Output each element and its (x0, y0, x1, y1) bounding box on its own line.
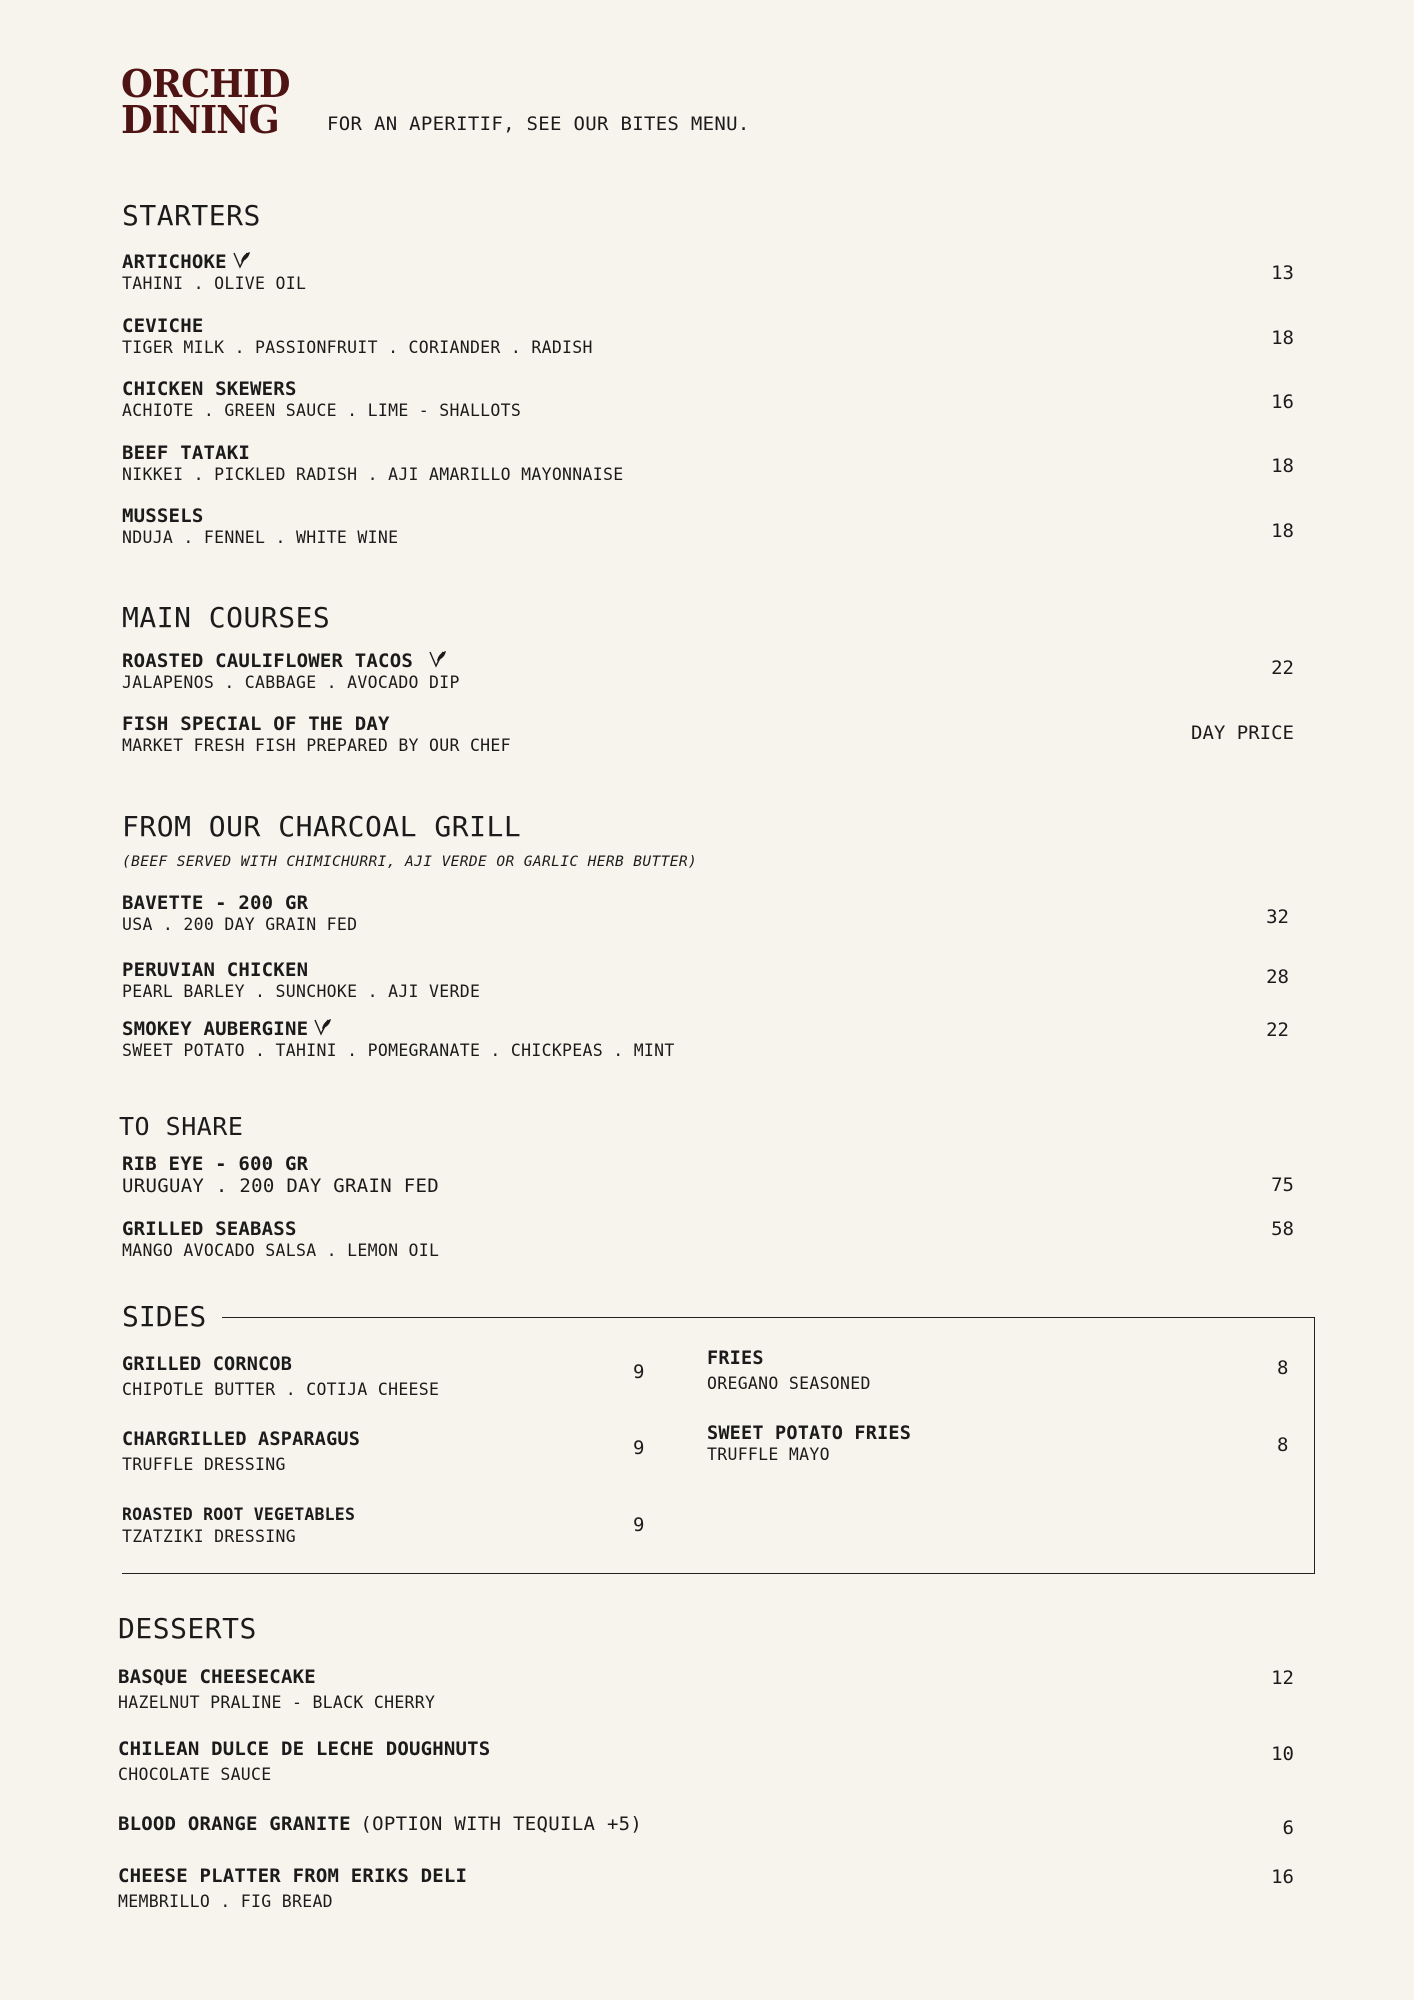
item-name: ROASTED ROOT VEGETABLES (122, 1505, 356, 1524)
item-name: PERUVIAN CHICKEN (122, 959, 309, 981)
item-description: OREGANO SEASONED (707, 1374, 871, 1393)
to-share-title: TO SHARE (119, 1112, 244, 1141)
item-name: ROASTED CAULIFLOWER TACOS (122, 650, 413, 672)
menu-item (122, 1017, 1294, 1061)
grill-note: (BEEF SERVED WITH CHIMICHURRI, AJI VERDE OR GARLIC HERB BUTTER) (122, 854, 698, 870)
leaf-icon (312, 1017, 332, 1037)
item-description: USA . 200 DAY GRAIN FED (122, 915, 358, 934)
item-price: 28 (1266, 966, 1289, 988)
item-price: 10 (1271, 1743, 1294, 1765)
item-name: BEEF TATAKI (122, 442, 251, 464)
item-price: 58 (1271, 1218, 1294, 1240)
item-name: RIB EYE - 600 GR (122, 1153, 309, 1175)
logo-line-2: DINING (121, 97, 279, 142)
side-item (707, 1348, 871, 1394)
item-name: FRIES (707, 1348, 764, 1369)
item-description: HAZELNUT PRALINE - BLACK CHERRY (118, 1693, 436, 1712)
sides-title: SIDES (122, 1300, 222, 1334)
item-name: CHICKEN SKEWERS (122, 378, 297, 400)
item-price: 22 (1266, 1019, 1289, 1041)
item-price: 9 (633, 1361, 645, 1383)
menu-item (122, 892, 1294, 935)
menu-item (122, 442, 1294, 485)
item-description: PEARL BARLEY . SUNCHOKE . AJI VERDE (122, 982, 481, 1001)
item-description: TZATZIKI DRESSING (122, 1527, 296, 1546)
item-price: 18 (1271, 327, 1294, 349)
item-description: MANGO AVOCADO SALSA . LEMON OIL (122, 1241, 440, 1260)
item-price: 8 (1277, 1434, 1289, 1456)
item-description: NDUJA . FENNEL . WHITE WINE (122, 528, 399, 547)
item-name: FISH SPECIAL OF THE DAY (122, 713, 390, 735)
item-name: BASQUE CHEESECAKE (118, 1666, 316, 1688)
item-name: SMOKEY AUBERGINE (122, 1018, 309, 1040)
desserts-title: DESSERTS (118, 1612, 257, 1645)
item-description: MARKET FRESH FISH PREPARED BY OUR CHEF (122, 736, 511, 755)
item-description: SWEET POTATO . TAHINI . POMEGRANATE . CHICKPEAS . MINT (122, 1041, 675, 1060)
item-name: CEVICHE (122, 315, 204, 337)
item-description: MEMBRILLO . FIG BREAD (118, 1892, 333, 1911)
item-price: 13 (1271, 262, 1294, 284)
menu-item (118, 1738, 1294, 1785)
side-item (122, 1429, 360, 1475)
menu-item (122, 959, 1294, 1002)
menu-item (118, 1666, 1294, 1713)
menu-item (118, 1813, 1294, 1839)
item-name: SWEET POTATO FRIES (707, 1423, 912, 1444)
item-price: 9 (633, 1514, 645, 1536)
side-item (122, 1354, 439, 1400)
leaf-icon (231, 250, 251, 270)
item-price: 18 (1271, 520, 1294, 542)
aperitif-note: FOR AN APERITIF, SEE OUR BITES MENU. (327, 113, 750, 135)
item-price: 16 (1271, 391, 1294, 413)
menu-item (122, 505, 1294, 548)
menu-item (122, 378, 1294, 421)
item-name: MUSSELS (122, 505, 204, 527)
side-item (707, 1423, 911, 1465)
item-name: GRILLED SEABASS (122, 1218, 297, 1240)
menu-item (122, 1153, 1294, 1196)
item-name: BLOOD ORANGE GRANITE (118, 1813, 351, 1835)
item-description: JALAPENOS . CABBAGE . AVOCADO DIP (122, 673, 460, 692)
menu-item (122, 1218, 1294, 1261)
item-description: TRUFFLE MAYO (707, 1445, 830, 1464)
item-name: GRILLED CORNCOB (122, 1354, 293, 1375)
item-price: 75 (1271, 1174, 1294, 1196)
item-name: ARTICHOKE (122, 251, 227, 273)
item-description: TIGER MILK . PASSIONFRUIT . CORIANDER . RADISH (122, 338, 593, 357)
starters-title: STARTERS (122, 199, 261, 232)
leaf-icon (427, 649, 447, 669)
menu-item (122, 315, 1294, 358)
item-price: 9 (633, 1437, 645, 1459)
item-description: URUGUAY . 200 DAY GRAIN FED (122, 1175, 439, 1197)
item-description: ACHIOTE . GREEN SAUCE . LIME - SHALLOTS (122, 401, 522, 420)
logo-line-1: ORCHID (121, 61, 290, 106)
item-price: 22 (1271, 657, 1294, 679)
item-option: (OPTION WITH TEQUILA +5) (360, 1813, 643, 1835)
item-price: 16 (1271, 1866, 1294, 1888)
menu-item (122, 713, 1294, 756)
menu-item (122, 250, 1294, 294)
item-name: CHILEAN DULCE DE LECHE DOUGHNUTS (118, 1738, 491, 1760)
item-price: 18 (1271, 455, 1294, 477)
item-name: CHARGRILLED ASPARAGUS (122, 1429, 361, 1450)
item-description: NIKKEI . PICKLED RADISH . AJI AMARILLO MAYONNAISE (122, 465, 624, 484)
menu-item (118, 1865, 1294, 1912)
restaurant-logo (121, 61, 290, 142)
item-name: BAVETTE - 200 GR (122, 892, 309, 914)
menu-item (122, 649, 1294, 693)
item-description: TAHINI . OLIVE OIL (122, 274, 307, 293)
main-courses-title: MAIN COURSES (122, 601, 331, 634)
item-price: 32 (1266, 906, 1289, 928)
item-description: CHIPOTLE BUTTER . COTIJA CHEESE (122, 1380, 440, 1399)
item-price: 6 (1282, 1817, 1294, 1839)
item-description: CHOCOLATE SAUCE (118, 1765, 272, 1784)
side-item (122, 1504, 355, 1547)
item-price: DAY PRICE (1191, 722, 1294, 744)
item-price: 8 (1277, 1357, 1289, 1379)
item-price: 12 (1271, 1667, 1294, 1689)
item-name: CHEESE PLATTER FROM ERIKS DELI (118, 1865, 468, 1887)
grill-title: FROM OUR CHARCOAL GRILL (122, 810, 522, 843)
item-description: TRUFFLE DRESSING (122, 1455, 286, 1474)
